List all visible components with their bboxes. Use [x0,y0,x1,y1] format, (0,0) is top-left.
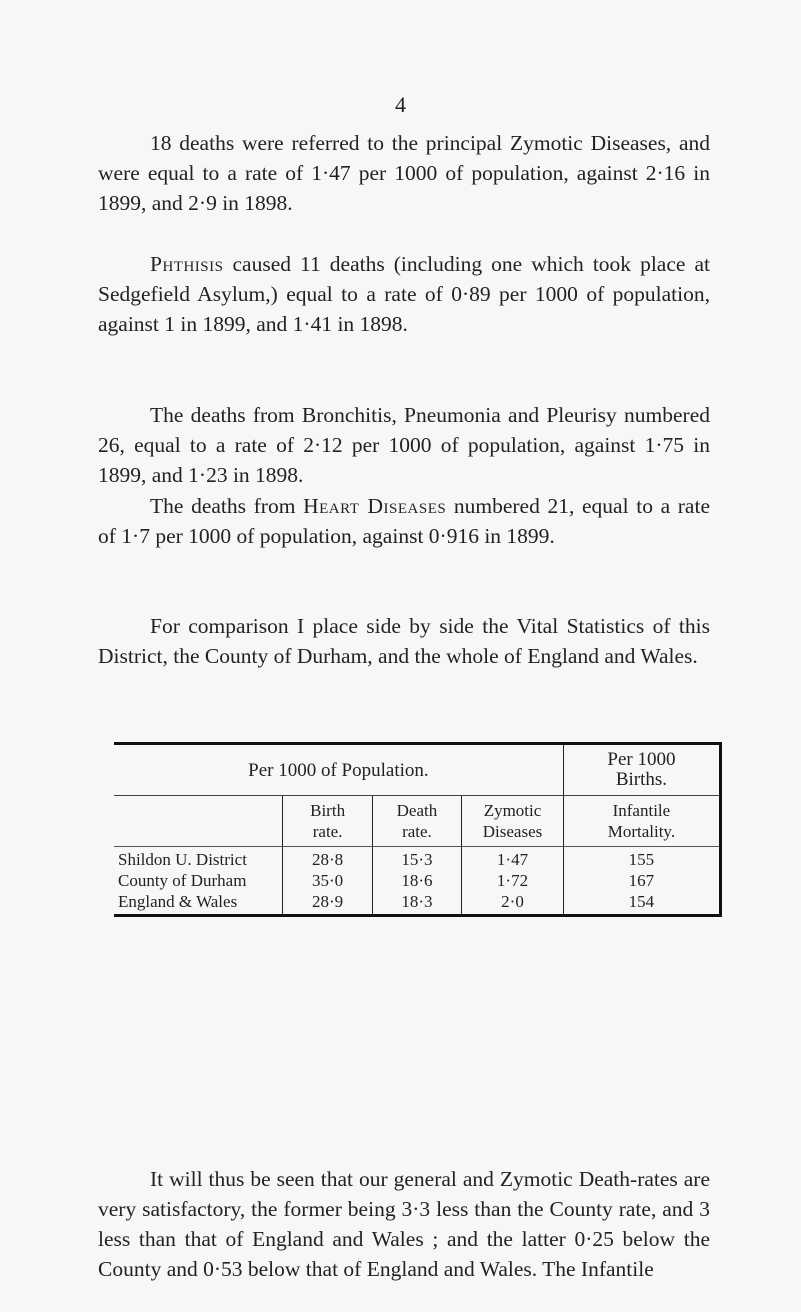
paragraph-zymotic [98,128,710,218]
table-subheader-row [114,796,721,847]
paragraph-conclusion [98,1164,710,1284]
paragraph-text: The deaths from Bronchitis, Pneumonia and Pleurisy numbered 26, equal to a rate of 2·12 per 1000 of population, against 1·75 in 1899, and 1·23 in 1898. [98,403,710,487]
header-per-1000-births [563,745,720,796]
paragraph-bronchitis [98,400,710,490]
cell-death-rate: 18·6 [372,870,461,891]
table-row [114,891,721,914]
col-death-rate-line2: rate. [402,822,432,841]
col-zymotic-diseases [462,796,564,847]
row-label: Shildon U. District [114,847,283,871]
col-birth-rate-line1: Birth [310,801,346,820]
cell-birth-rate: 28·8 [283,847,372,871]
cell-birth-rate: 28·9 [283,891,372,914]
paragraph-text: The deaths from [150,494,304,518]
header-births-line1: Per 1000 [607,749,676,770]
subheader-blank [114,796,283,847]
col-infantile-line2: Mortality. [607,822,676,841]
paragraph-text: It will thus be seen that our general and Zymotic Death-rates are very satisfactory, the former being 3·3 less than the County rate, and 3 less than that of England and Wales ; and the latter 0·25 below the County and 0·53 below that of England and Wales. The Infantile [98,1167,710,1281]
row-label: England & Wales [118,892,238,911]
paragraph-text: For comparison I place side by side the Vital Statistics of this District, the County of Durham, and the whole of England and Wales. [98,614,710,668]
col-death-rate-line1: Death [396,801,438,820]
col-birth-rate [283,796,372,847]
paragraph-heart-diseases [98,491,710,551]
paragraph-text: numbered 21, equal to a rate of 1·7 per 1000 of population, against 0·916 in 1899. [98,494,710,548]
page-number: 4 [395,92,406,117]
cell-zymotic: 1·72 [462,870,564,891]
col-infantile-mortality [563,796,720,847]
phthisis-heading: Phthisis [150,252,224,276]
cell-death-rate: 18·3 [372,891,461,914]
paragraph-phthisis [98,249,710,339]
cell-infantile: 155 [563,847,720,871]
col-infantile-line1: Infantile [612,801,671,820]
header-births-line2: Births. [615,769,668,790]
heart-diseases-heading: Heart Diseases [303,494,447,518]
cell-zymotic: 2·0 [462,891,564,914]
paragraph-text: 18 deaths were referred to the principal Zymotic Diseases, and were equal to a rate of 1·47 per 1000 of population, against 2·16 in 1899, and 2·9 in 1898. [98,131,710,215]
cell-zymotic: 1·47 [462,847,564,871]
row-label: County of Durham [118,871,247,890]
table-header-row [114,745,721,796]
header-per-1000-population: Per 1000 of Population. [248,759,429,781]
cell-infantile: 154 [563,891,720,914]
table-row [114,870,721,891]
table-row [114,847,721,871]
col-zymotic-line1: Zymotic [483,801,542,820]
paragraph-comparison [98,611,710,671]
col-birth-rate-line2: rate. [312,822,343,841]
col-zymotic-line2: Diseases [482,822,543,841]
col-death-rate [372,796,461,847]
vital-statistics-table [114,742,722,917]
cell-birth-rate: 35·0 [283,870,372,891]
cell-death-rate: 15·3 [372,847,461,871]
cell-infantile: 167 [563,870,720,891]
paragraph-text: caused 11 deaths (including one which took place at Sedgefield Asylum,) equal to a rate of 0·89 per 1000 of population, against 1 in 1899, and 1·41 in 1898. [98,252,710,336]
